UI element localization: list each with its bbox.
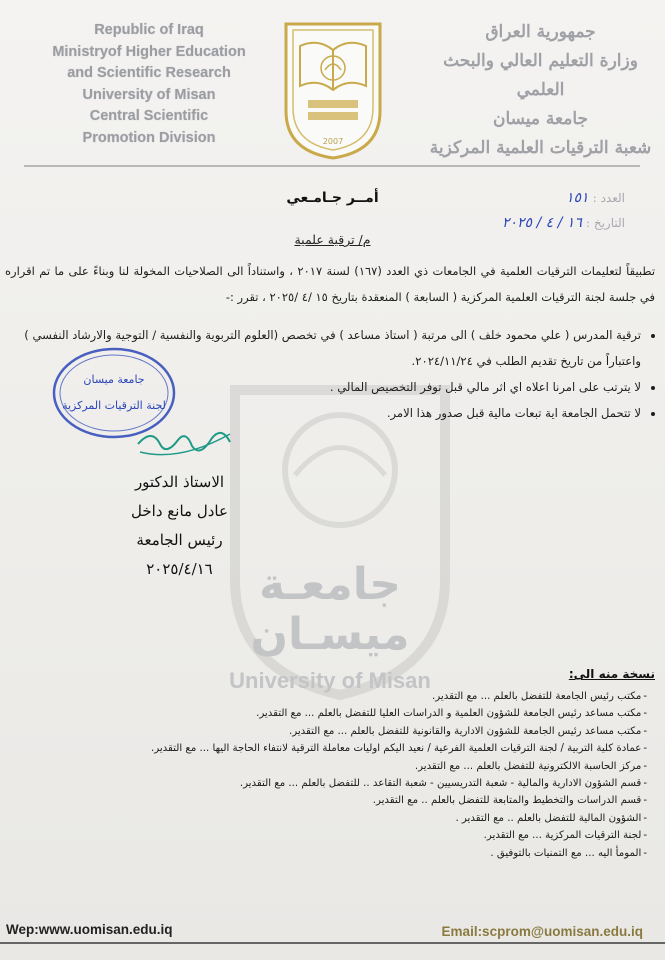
en-line-5: Central Scientific bbox=[89, 108, 209, 124]
seal-bottom-text: لجنة الترقيات المركزية bbox=[62, 399, 166, 412]
order-title: أمــر جـامـعي bbox=[286, 190, 379, 206]
reference-date bbox=[502, 215, 625, 231]
copy-item: - مكتب مساعد رئيس الجامعة للشؤون العلمية و الدراسات العليا للتفضل بالعلم ... مع التقدير. bbox=[47, 705, 647, 722]
decision-item: • ترقية المدرس ( علي محمود خلف ) الى مرتبة ( استاذ مساعد ) في تخصص (العلوم التربوية والنفسية / التوجية والارشاد النفسي ) واعتباراً من تاريخ تقديم الطلب في ٢٠٢٤/١١/٢٤. bbox=[0, 322, 641, 374]
signer-block bbox=[112, 468, 247, 584]
order-intro: تطبيقاً لتعليمات الترقيات العلمية في الجامعات ذي العدد (١٦٧) لسنة ٢٠١٧ ، واستناداً الى الصلاحيات المخولة لنا وبناءً على ما تم اقراره في جلسة لجنة الترقيات العلمية المركزية ( السابعة ) المنعقدة بتاريخ ١٥ /٤ /٢٠٢٥ ، تقرر :- bbox=[5, 264, 656, 304]
signer-date: ٢٠٢٥/٤/١٦ bbox=[146, 560, 213, 578]
copy-item: - المومأ اليه ... مع التمنيات بالتوفيق . bbox=[47, 845, 647, 862]
date-value: ١٦ / ٤ / ٢٠٢٥ bbox=[501, 215, 582, 231]
header-divider bbox=[24, 165, 640, 167]
arabic-letterhead bbox=[428, 18, 653, 163]
logo-year: 2007 bbox=[322, 137, 344, 146]
order-subject bbox=[0, 232, 665, 247]
watermark-arabic: جامعـة ميسـان bbox=[250, 559, 410, 660]
watermark-english: University of Misan bbox=[229, 668, 431, 693]
copy-item: - قسم الدراسات والتخطيط والمتابعة للتفضل بالعلم .. مع التقدير. bbox=[47, 792, 647, 809]
footer-email[interactable]: Email:scprom@uomisan.edu.iq bbox=[441, 924, 643, 939]
ar-line-4: شعبة الترقيات العلمية المركزية bbox=[429, 138, 652, 158]
ar-line-1: جمهورية العراق bbox=[485, 22, 596, 42]
copy-item: - مكتب رئيس الجامعة للتفضل بالعلم ... مع التقدير. bbox=[47, 688, 647, 705]
decision-item: • لا تتحمل الجامعة اية تبعات مالية قبل صدور هذا الامر. bbox=[0, 400, 641, 426]
signature bbox=[130, 422, 240, 467]
footer-website[interactable]: Wep:www.uomisan.edu.iq bbox=[6, 922, 173, 937]
en-line-3: and Scientific Research bbox=[67, 65, 231, 81]
seal-top-text: جامعة ميسان bbox=[83, 373, 145, 386]
en-line-1: Republic of Iraq bbox=[94, 22, 204, 38]
en-line-4: University of Misan bbox=[82, 86, 216, 103]
date-label: التاريخ : bbox=[585, 216, 625, 230]
ar-line-2: وزارة التعليم العالي والبحث العلمي bbox=[443, 51, 638, 100]
copy-item: - مركز الحاسبة الالكترونية للتفضل بالعلم ... مع التقدير. bbox=[47, 758, 647, 775]
ar-line-3: جامعة ميسان bbox=[492, 109, 589, 129]
signer-position: رئيس الجامعة bbox=[136, 531, 223, 549]
decision-item: • لا يترتب على امرنا اعلاه اي اثر مالي قبل توفر التخصيص المالي . bbox=[0, 374, 641, 400]
footer-divider bbox=[0, 942, 665, 944]
copies-list bbox=[47, 688, 647, 862]
signer-name: عادل مانع داخل bbox=[131, 502, 228, 520]
signer-title: الاستاذ الدكتور bbox=[134, 473, 225, 491]
copy-item: - قسم الشؤون الادارية والمالية - شعبة التدريسيين - شعبة التقاعد .. للتفضل بالعلم ... مع التقدير. bbox=[47, 775, 647, 792]
number-label: العدد : bbox=[592, 191, 625, 205]
english-letterhead bbox=[14, 20, 284, 149]
en-line-6: Promotion Division bbox=[82, 129, 216, 146]
subject-text: م/ ترقية علمية bbox=[294, 232, 371, 247]
copy-item: - عمادة كلية التربية / لجنة الترقيات العلمية الفرعية / نعيد اليكم اوليات معاملة الترقية لانتفاء الحاجة اليها ... مع التقدير. bbox=[47, 740, 647, 757]
copy-item: - مكتب مساعد رئيس الجامعة للشؤون الادارية والقانونية للتفضل بالعلم ... مع التقدير. bbox=[47, 723, 647, 740]
university-logo bbox=[278, 16, 388, 161]
number-value: ١٥١ bbox=[566, 190, 589, 206]
copies-heading: نسخة منه الى: bbox=[568, 667, 655, 681]
footer bbox=[0, 920, 665, 960]
en-line-2: Ministryof Higher Education bbox=[52, 43, 246, 60]
copy-item: - لجنة الترقيات المركزية ... مع التقدير. bbox=[47, 827, 647, 844]
copy-item: - الشؤون المالية للتفضل بالعلم .. مع التقدير . bbox=[47, 810, 647, 827]
